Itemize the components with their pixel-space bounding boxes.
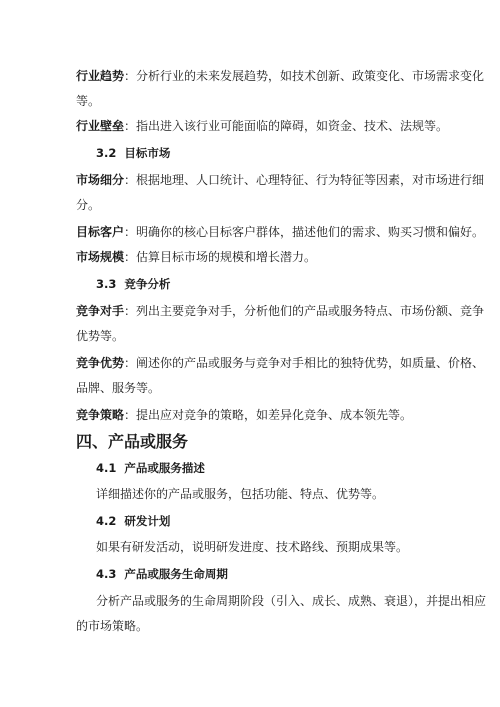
industry-trend-continuation: 等。 — [76, 94, 101, 108]
colon: ： — [124, 304, 137, 318]
market-size-paragraph — [76, 249, 316, 265]
target-customer-term: 目标客户 — [76, 225, 125, 239]
rd-plan-paragraph: 如果有研发活动，说明研发进度、技术路线、预期成果等。 — [96, 540, 409, 554]
subheading-number: 4.2 — [96, 514, 117, 528]
market-size-text: 估算目标市场的规模和增长潜力。 — [136, 250, 317, 264]
subheading-4-1 — [96, 460, 205, 476]
subheading-title: 研发计划 — [124, 514, 171, 528]
subheading-4-3 — [96, 566, 228, 582]
colon: ： — [124, 408, 137, 422]
competitors-text: 列出主要竞争对手，分析他们的产品或服务特点、市场份额、竞争 — [136, 304, 485, 318]
market-segmentation-continuation: 分。 — [76, 198, 101, 212]
subheading-3-3 — [96, 276, 170, 292]
colon: ： — [124, 356, 137, 370]
colon: ： — [124, 69, 137, 83]
industry-trend-text: 分析行业的未来发展趋势，如技术创新、政策变化、市场需求变化 — [136, 69, 485, 83]
lifecycle-continuation: 的市场策略。 — [76, 619, 149, 633]
market-size-term: 市场规模 — [76, 250, 125, 264]
target-customer-paragraph — [76, 224, 484, 240]
subheading-4-2 — [96, 513, 170, 529]
colon: ： — [124, 173, 137, 187]
competitive-strategy-paragraph — [76, 407, 412, 423]
subheading-3-2 — [96, 145, 170, 161]
section-4-heading: 四、产品或服务 — [76, 432, 189, 451]
competitors-paragraph — [76, 303, 484, 319]
subheading-number: 4.3 — [96, 567, 117, 581]
colon: ： — [124, 225, 137, 239]
product-description-paragraph: 详细描述你的产品或服务，包括功能、特点、优势等。 — [96, 487, 385, 501]
subheading-title: 目标市场 — [124, 146, 171, 160]
subheading-number: 3.2 — [96, 146, 117, 160]
lifecycle-paragraph: 分析产品或服务的生命周期阶段（引入、成长、成熟、衰退），并提出相应 — [96, 594, 487, 608]
industry-trend-paragraph — [76, 68, 484, 84]
subheading-title: 产品或服务生命周期 — [124, 567, 228, 581]
industry-trend-term: 行业趋势 — [76, 69, 125, 83]
subheading-number: 3.3 — [96, 277, 117, 291]
competitors-term: 竞争对手 — [76, 304, 125, 318]
industry-barrier-term: 行业壁垒 — [76, 119, 125, 133]
market-segmentation-paragraph — [76, 172, 484, 188]
industry-barrier-paragraph — [76, 118, 448, 134]
market-segmentation-text: 根据地理、人口统计、心理特征、行为特征等因素，对市场进行细 — [136, 173, 485, 187]
competitive-strategy-text: 提出应对竞争的策略，如差异化竞争、成本领先等。 — [136, 408, 413, 422]
colon: ： — [124, 119, 137, 133]
competitive-advantage-text: 阐述你的产品或服务与竞争对手相比的独特优势，如质量、价格、 — [136, 356, 485, 370]
subheading-title: 产品或服务描述 — [124, 461, 205, 475]
competitors-continuation: 优势等。 — [76, 329, 125, 343]
colon: ： — [124, 250, 137, 264]
competitive-advantage-term: 竞争优势 — [76, 356, 125, 370]
subheading-number: 4.1 — [96, 461, 117, 475]
competitive-advantage-continuation: 品牌、服务等。 — [76, 381, 161, 395]
market-segmentation-term: 市场细分 — [76, 173, 125, 187]
target-customer-text: 明确你的核心目标客户群体，描述他们的需求、购买习惯和偏好。 — [136, 225, 485, 239]
competitive-advantage-paragraph — [76, 355, 484, 371]
competitive-strategy-term: 竞争策略 — [76, 408, 125, 422]
subheading-title: 竞争分析 — [124, 277, 171, 291]
industry-barrier-text: 指出进入该行业可能面临的障碍，如资金、技术、法规等。 — [136, 119, 449, 133]
